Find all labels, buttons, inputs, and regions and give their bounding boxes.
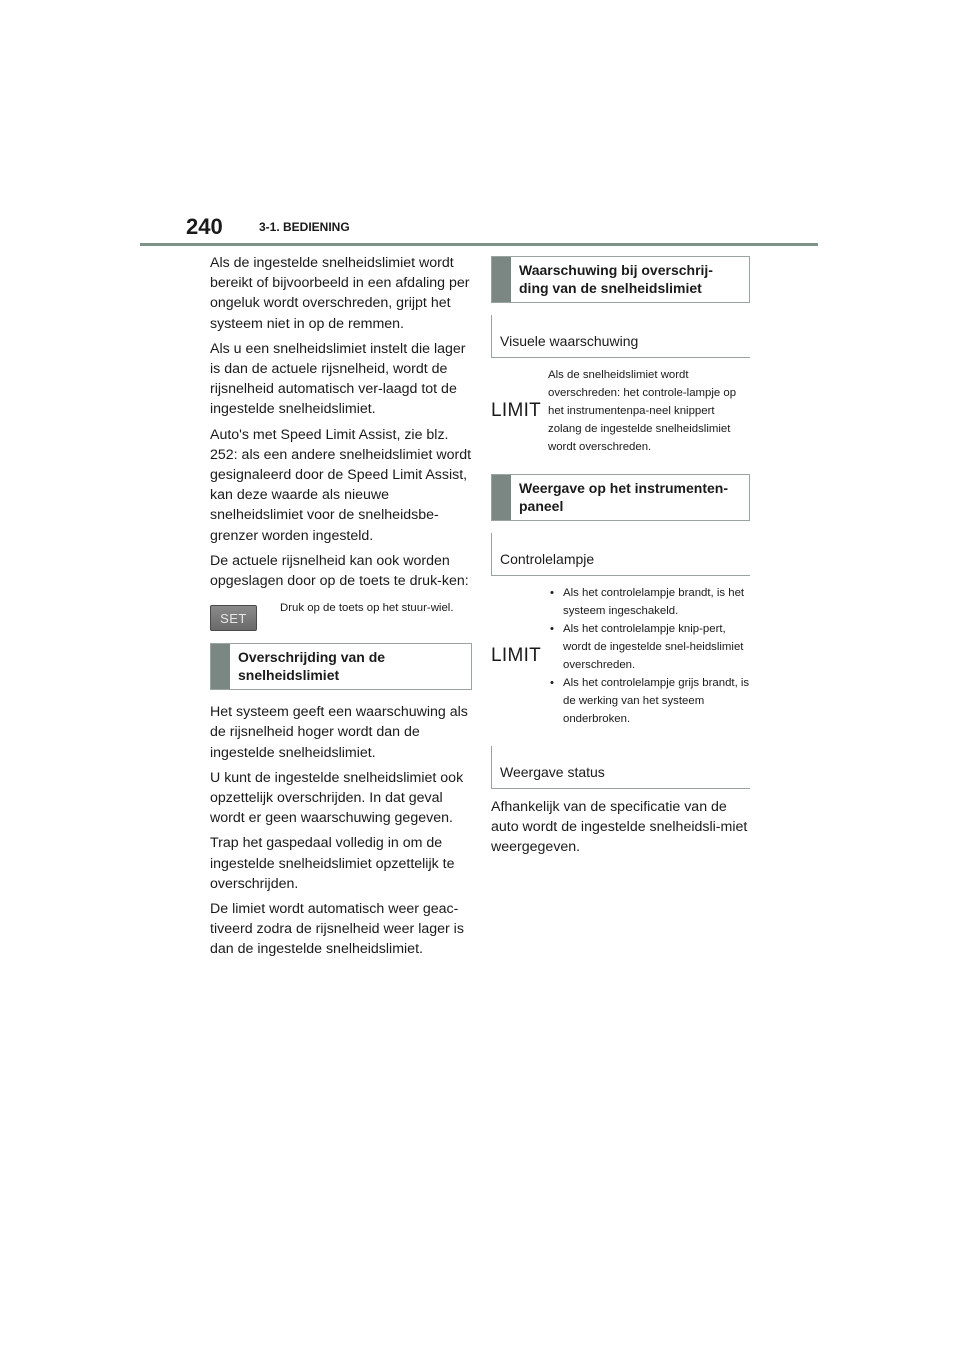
right-column: [491, 256, 750, 863]
limit-indicator-icon: LIMIT: [491, 645, 542, 666]
page-number: 240: [186, 214, 223, 239]
section-heading: Weergave op het instrumenten-paneel: [519, 480, 729, 514]
paragraph: De limiet wordt automatisch weer geac-tiveerd zodra de rijsnelheid weer lager is dan de ingestelde snelheidslimiet.: [210, 901, 464, 958]
list-item: • Als het controlelampje brandt, is het systeem ingeschakeld.: [548, 584, 750, 620]
limit-description: Als de snelheidslimiet wordt overschreden: het controle-lampje op het instrumentenpa-neel knippert zolang de ingestelde snelheidslimiet wordt overschreden.: [548, 369, 737, 453]
chapter-title: 3-1. BEDIENING: [259, 220, 350, 234]
section-heading-box: [210, 643, 472, 690]
subheading: Controlelampje: [491, 533, 750, 576]
set-key-description: Druk op de toets op het stuur-wiel.: [280, 602, 454, 615]
section-heading-box: [491, 256, 750, 303]
header-rule: [140, 243, 818, 246]
heading-bar: [211, 644, 230, 689]
subheading: Visuele waarschuwing: [491, 315, 750, 358]
set-button-icon: SET: [210, 605, 257, 631]
section-heading: Waarschuwing bij overschrij-ding van de snelheidslimiet: [519, 262, 713, 296]
paragraph: De actuele rijsnelheid kan ook worden opgeslagen door op de toets te druk-ken:: [210, 552, 469, 590]
heading-bar: [492, 475, 511, 520]
paragraph: Als de ingestelde snelheidslimiet wordt bereikt of bijvoorbeeld in een afdaling per ongeluk wordt overschreden, grijpt het systeem niet in op de remmen.: [210, 255, 470, 332]
list-item: • Als het controlelampje grijs brandt, is de werking van het systeem onderbroken.: [548, 674, 750, 728]
paragraph: Trap het gaspedaal volledig in om de ingestelde snelheidslimiet opzettelijk te overschrijden.: [210, 835, 455, 892]
section-heading-box: [491, 474, 750, 521]
paragraph: Auto's met Speed Limit Assist, zie blz. 252: als een andere snelheidslimiet wordt gesignaleerd door de Speed Limit Assist, kan deze waarde als nieuwe snelheidslimiet voor de snelheidsbe-grenzer worden ingesteld.: [210, 426, 472, 544]
paragraph: U kunt de ingestelde snelheidslimiet ook opzettelijk overschrijden. In dat geval wordt er geen waarschuwing gegeven.: [210, 769, 464, 827]
section-heading: Overschrijding van de snelheidslimiet: [238, 649, 386, 684]
paragraph: Het systeem geeft een waarschuwing als de rijsnelheid hoger wordt dan de ingestelde snelheidslimiet.: [210, 704, 468, 761]
limit-indicator-row: [491, 366, 750, 456]
set-key-row: [210, 599, 472, 631]
limit-indicator-row: [491, 584, 750, 728]
heading-bar: [492, 257, 511, 302]
status-bullet-list: [548, 584, 750, 728]
list-item: • Als het controlelampje knip-pert, wordt de ingestelde snel-heidslimiet overschreden.: [548, 620, 750, 674]
left-column: [210, 253, 472, 965]
limit-indicator-icon: LIMIT: [491, 400, 542, 421]
paragraph: Als u een snelheidslimiet instelt die lager is dan de actuele rijsnelheid, wordt de rijsnelheid automatisch ver-laagd tot de ingestelde snelheidslimiet.: [210, 340, 466, 418]
subheading: Weergave status: [491, 746, 750, 789]
paragraph: Afhankelijk van de specificatie van de auto wordt de ingestelde snelheidsli-miet weergegeven.: [491, 799, 748, 856]
